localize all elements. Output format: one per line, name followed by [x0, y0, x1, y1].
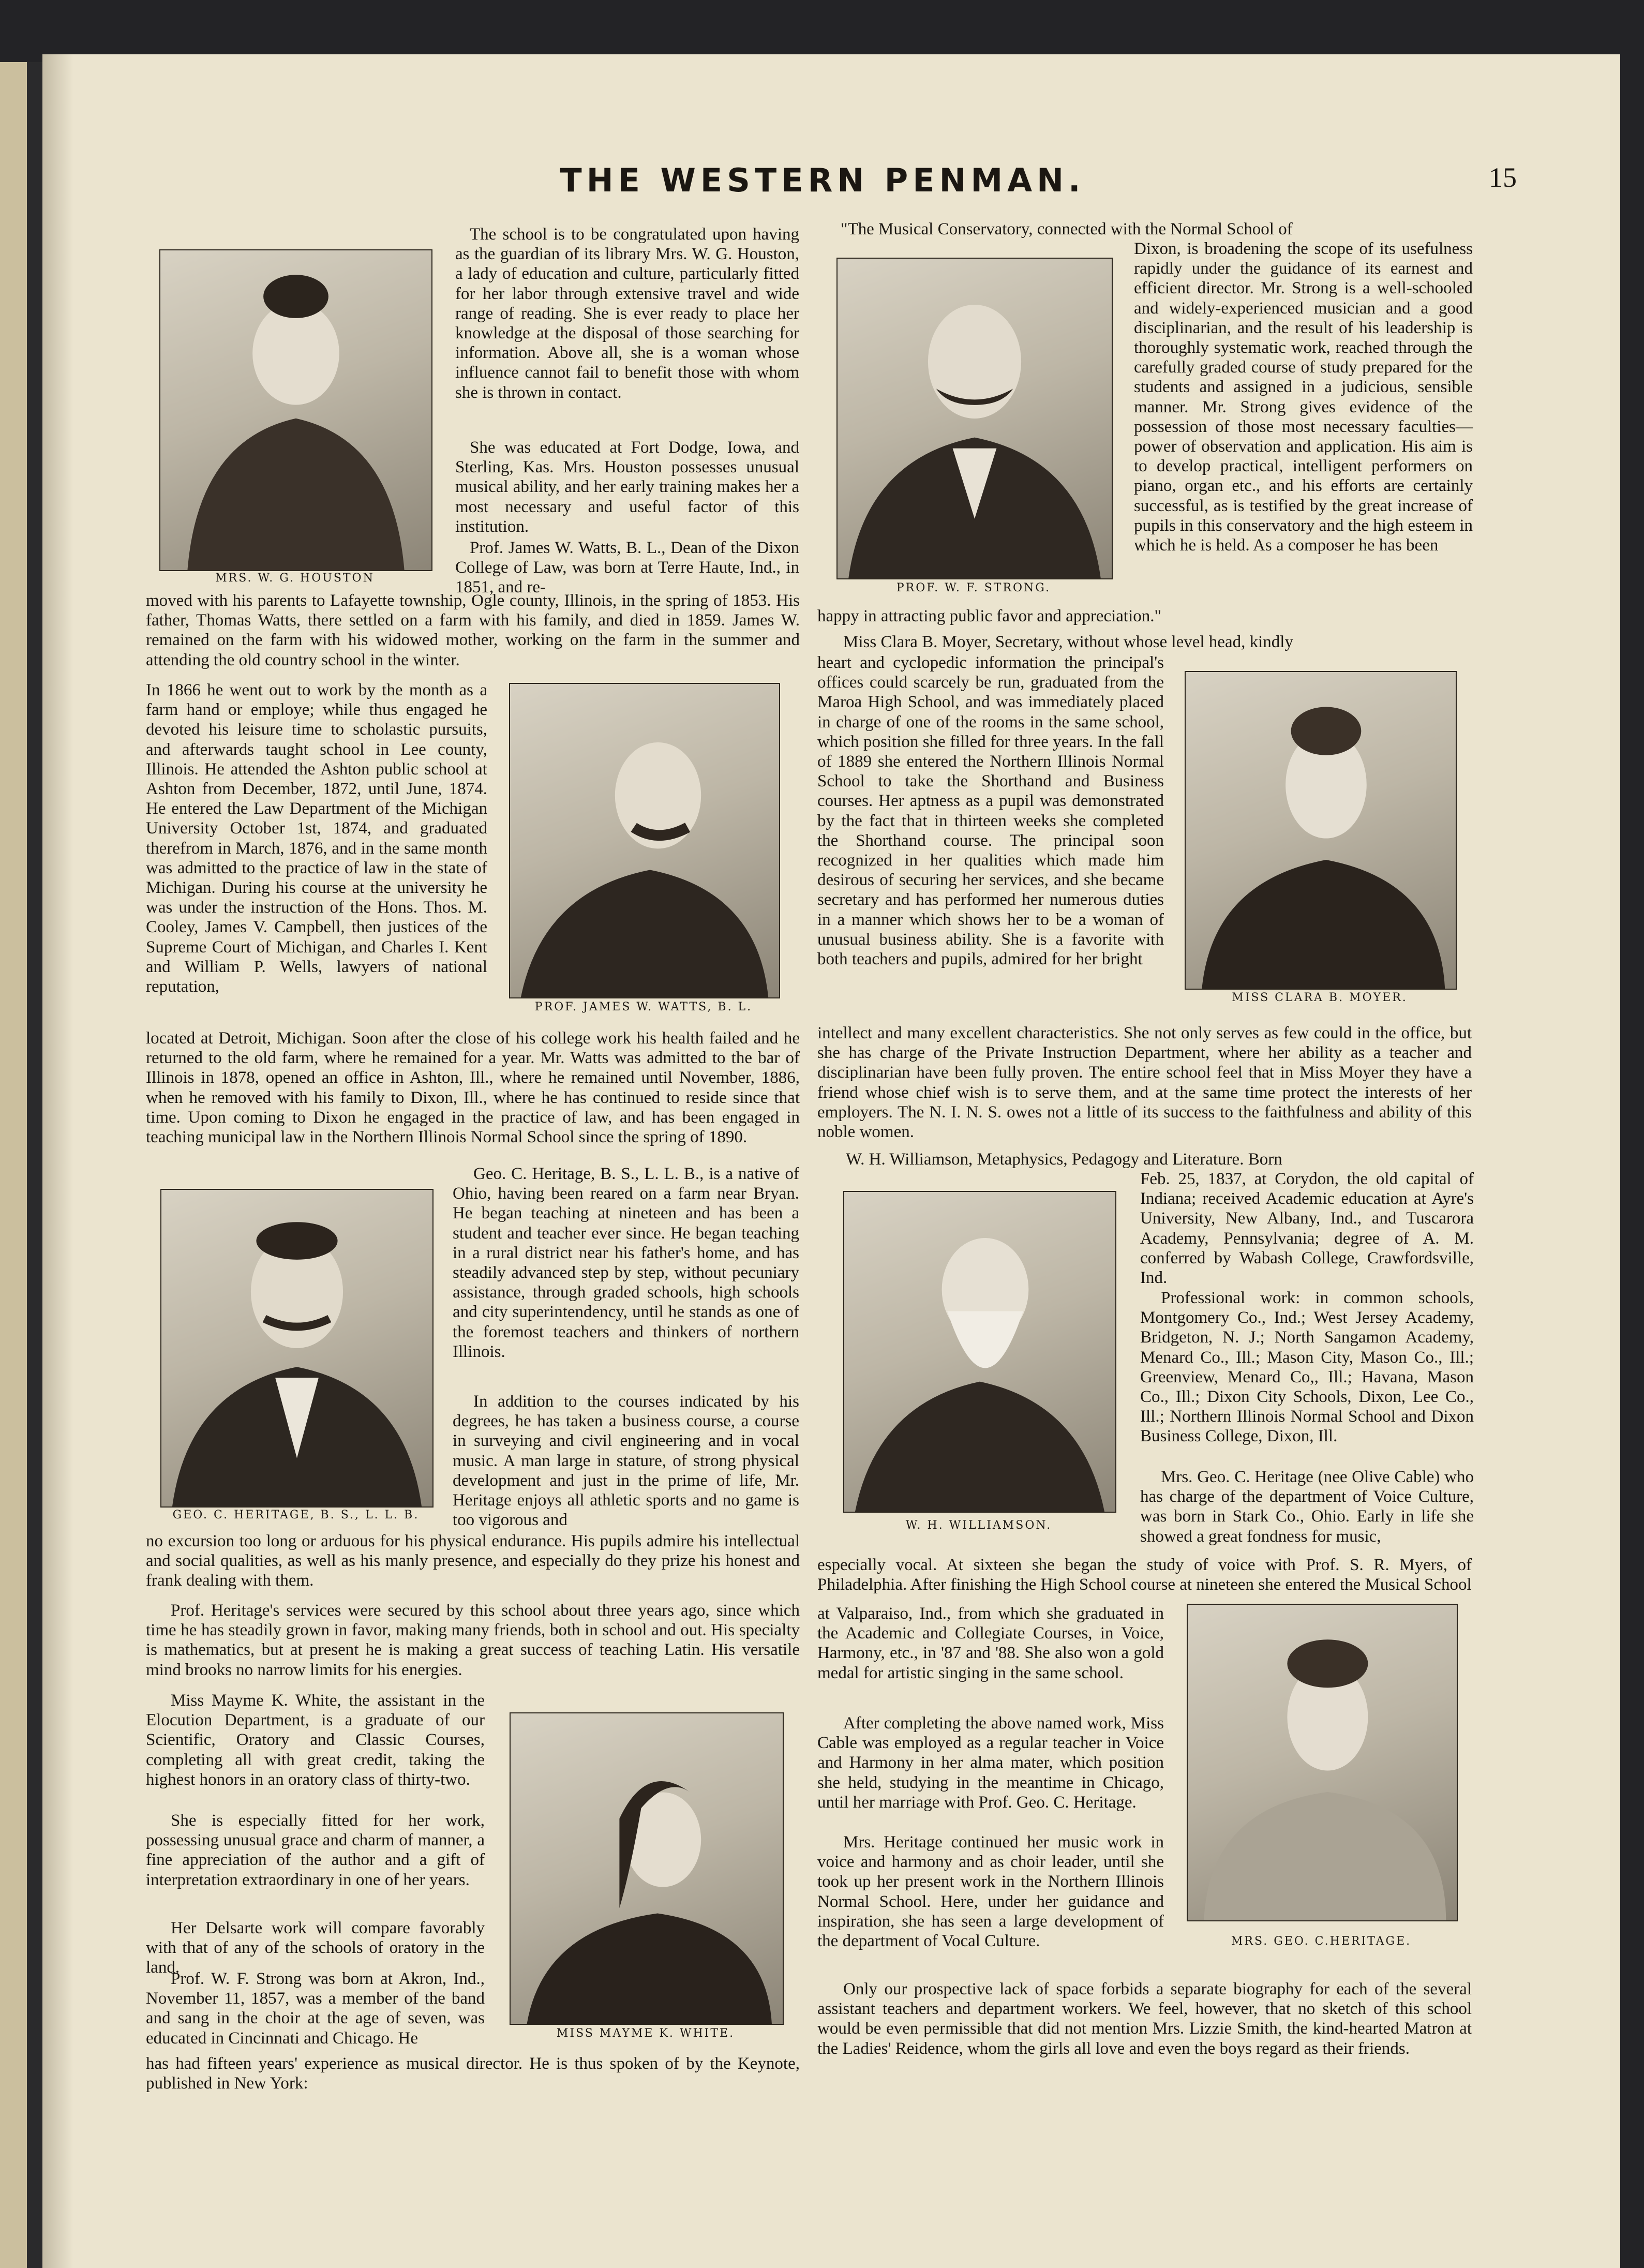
portrait-geo-heritage	[160, 1189, 434, 1508]
white-paragraph-1: Miss Mayme K. White, the assistant in the Elocution Department, is a graduate of our Scientific, Oratory and Classic Courses, completing all with great credit, taking the highest honors in an oratory class of thirty-two.	[146, 1691, 485, 1789]
caption-prof-strong: PROF. W. F. STRONG.	[896, 581, 1051, 594]
heritage-paragraph-1: Geo. C. Heritage, B. S., L. L. B., is a native of Ohio, having been reared on a farm near Bryan. He began teaching at nineteen and has been a student and teacher ever since. He began teaching in a rural district near his father's home, and has steadily advanced step by step, without pecuniary assistance, through graded schools, high schools and city superintendency, until he stands as one of the foremost teachers and thinkers of northern Illinois.	[453, 1165, 799, 1361]
mrs-heritage-paragraph-4: After completing the above named work, Miss Cable was employed as a regular teacher in Voice and Harmony in her alma mater, which position she held, studying in the meantime in Chicago, until her marriage with Prof. Geo. C. Heritage.	[817, 1714, 1164, 1812]
caption-miss-white: MISS MAYME K. WHITE.	[556, 2027, 735, 2040]
portrait-w-h-williamson	[843, 1191, 1116, 1513]
caption-mrs-houston: MRS. W. G. HOUSTON	[215, 572, 375, 585]
caption-prof-watts: PROF. JAMES W. WATTS, B. L.	[534, 1001, 753, 1013]
white-paragraph-3: Her Delsarte work will compare favorably with that of any of the schools of oratory in the land.	[146, 1919, 485, 1977]
portrait-prof-strong	[836, 258, 1113, 579]
gutter-shadow	[42, 54, 73, 2268]
watts-paragraph-4: located at Detroit, Michigan. Soon after the close of his college work his health failed and he returned to the old farm, where he remained for a year. Mr. Watts was admitted to the bar of Illinois in 1878, opened an office in Ashton, Ill., where he remained until November, 1886, when he removed with his family to Dixon, Ill., where he has continued to reside since that time. Upon coming to Dixon he engaged in the practice of law, and has been engaged in teaching municipal law in the Northern Illinois Normal School since the spring of 1890.	[146, 1029, 800, 1147]
portrait-mrs-houston	[159, 249, 432, 571]
strong-quote-body: Dixon, is broadening the scope of its usefulness rapidly under the guidance of its earnest and efficient director. Mr. Strong is a well-schooled and widely-experienced musician and a good disciplinarian, and the result of his leadership is thoroughly systematic work, reached through the carefully graded course of study prepared for the students and assigned in a judicious, sensible manner. Mr. Strong gives evidence of the possession of those most necessary faculties—power of observation and application. His aim is to develop practical, intelligent performers on piano, organ etc., and his efforts are certainly successful, as is testified by the great increase of pupils in this conservatory and the high esteem in which he is held. As a composer he has been	[1134, 240, 1473, 555]
mrs-heritage-paragraph-1: Mrs. Geo. C. Heritage (nee Olive Cable) who has charge of the department of Voice Culture, was born in Stark Co., Ohio. Early in life she showed a great fondness for music,	[1140, 1468, 1474, 1546]
book-gutter	[27, 62, 42, 2268]
mrs-heritage-paragraph-2: especially vocal. At sixteen she began the study of voice with Prof. S. R. Myers, of Philadelphia. After finishing the High School course at nineteen she entered the Musical School	[817, 1556, 1472, 1594]
white-paragraph-2: She is especially fitted for her work, possessing unusual grace and charm of manner, a fine appreciation of the author and a gift of interpretation extraordinary in one of her years.	[146, 1811, 485, 1889]
closing-paragraph: Only our prospective lack of space forbids a separate biography for each of the several assistant teachers and department workers. We feel, however, that no sketch of this school would be even permissible that did not mention Mrs. Lizzie Smith, the kind-hearted Matron at the Ladies' Reidence, whom the girls all love and even the boys regard as their friends.	[817, 1980, 1472, 2058]
portrait-mrs-heritage	[1187, 1604, 1458, 1921]
heritage-paragraph-4: Prof. Heritage's services were secured by this school about three years ago, since which time he has steadily grown in favor, making many friends, both in school and out. His specialty is mathematics, but at present he is making a great success of teaching Latin. His versatile mind brooks no narrow limits for his energies.	[146, 1601, 800, 1679]
houston-paragraph-2: She was educated at Fort Dodge, Iowa, and Sterling, Kas. Mrs. Houston possesses unusual musical ability, and her early training makes her a most necessary and useful factor of this institution.	[455, 438, 799, 536]
williamson-paragraph-1: W. H. Williamson, Metaphysics, Pedagogy and Literature. Born	[846, 1150, 1282, 1169]
moyer-paragraph-1: Miss Clara B. Moyer, Secretary, without whose level head, kindly	[843, 633, 1293, 651]
watts-paragraph-1: Prof. James W. Watts, B. L., Dean of the Dixon College of Law, was born at Terre Haute, Ind., in 1851, and re-	[455, 539, 799, 597]
portrait-prof-watts	[509, 683, 780, 998]
facing-page-edge	[0, 62, 27, 2268]
heritage-paragraph-3: no excursion too long or arduous for his physical endurance. His pupils admire his intellectual and social qualities, as well as his manly presence, and especially do they prize his honest and frank dealing with them.	[146, 1532, 800, 1590]
mrs-heritage-paragraph-5: Mrs. Heritage continued her music work in voice and harmony and as choir leader, until she took up her present work in the Northern Illinois Normal School. Here, under her guidance and inspiration, she has seen a large development of the department of Vocal Culture.	[817, 1833, 1164, 1951]
williamson-paragraph-3: Professional work: in common schools, Montgomery Co., Ind.; West Jersey Academy, Bridgeton, N. J.; North Sangamon Academy, Menard Co., Ill.; Mason City, Mason Co., Ill.; Greenview, Menard Co,, Ill.; Havana, Mason Co., Ill.; Dixon City Schools, Dixon, Lee Co., Ill.; Northern Illinois Normal School and Dixon Business College, Dixon, Ill.	[1140, 1289, 1474, 1446]
williamson-paragraph-2: Feb. 25, 1837, at Corydon, the old capital of Indiana; received Academic education at Ayre's University, New Albany, Ind., and Tuscarora Academy, Pennsylvania; degree of A. M. conferred by Wabash College, Crawfordsville, Ind.	[1140, 1170, 1474, 1288]
watts-paragraph-2: moved with his parents to Lafayette township, Ogle county, Illinois, in the spring of 1853. His father, Thomas Watts, there settled on a farm with his family, and died in 1859. James W. remained on the farm with his widowed mother, working on the farm in the summer and attending the old country school in the winter.	[146, 591, 800, 669]
caption-miss-moyer: MISS CLARA B. MOYER.	[1232, 991, 1408, 1004]
page-number: 15	[1489, 162, 1517, 193]
caption-geo-heritage: GEO. C. HERITAGE, B. S., L. L. B.	[172, 1509, 420, 1521]
portrait-miss-white	[510, 1712, 784, 2025]
moyer-paragraph-3: intellect and many excellent characteristics. She not only serves as few could in the office, but she has charge of the Private Instruction Department, where her ability as a teacher and disciplinarian have been fully proven. The entire school feel that in Miss Moyer they have a friend whose chief wish is to serve them, and at the same time protect the interests of her employers. The N. I. N. S. owes not a little of its success to the faithfulness and ability of this noble women.	[817, 1024, 1472, 1142]
houston-paragraph-1: The school is to be congratulated upon having as the guardian of its library Mrs. W. G. Houston, a lady of education and culture, particularly fitted for her labor through extensive travel and wide range of reading. She is ever ready to place her knowledge at the disposal of those searching for information. Above all, she is a woman whose influence cannot fail to benefit those with whom she is thrown in contact.	[455, 225, 799, 402]
caption-mrs-heritage: MRS. GEO. C.HERITAGE.	[1231, 1935, 1412, 1948]
heritage-paragraph-2: In addition to the courses indicated by his degrees, he has taken a business course, a course in surveying and civil engineering and in vocal music. A man large in stature, of strong physical development and just in the prime of life, Mr. Heritage enjoys all athletic sports and no game is too vigorous and	[453, 1392, 799, 1530]
watts-paragraph-3: In 1866 he went out to work by the month as a farm hand or employe; while thus engaged he devoted his leisure time to scholastic pursuits, and afterwards taught school in Lee county, Illinois. He attended the Ashton public school at Ashton from December, 1872, until June, 1874. He entered the Law Department of the Michigan University October 1st, 1874, and graduated therefrom in March, 1876, and in the same month was admitted to the practice of law in the state of Michigan. During his course at the university he was under the instruction of the Hons. Thos. M. Cooley, James V. Campbell, then justices of the Supreme Court of Michigan, and Charles I. Kent and William P. Wells, lawyers of national reputation,	[146, 681, 487, 996]
strong-quote-line-1: "The Musical Conservatory, connected with the Normal School of	[841, 220, 1293, 238]
mrs-heritage-paragraph-3: at Valparaiso, Ind., from which she graduated in the Academic and Collegiate Courses, in Voice, Harmony, etc., in '87 and '88. She also won a gold medal for artistic singing in the same school.	[817, 1604, 1164, 1682]
portrait-miss-moyer	[1185, 671, 1457, 990]
caption-w-h-williamson: W. H. WILLIAMSON.	[905, 1519, 1052, 1532]
strong-biography: Prof. W. F. Strong was born at Akron, Ind., November 11, 1857, was a member of the band and sang in the choir at the age of seven, was educated in Cincinnati and Chicago. He	[146, 1969, 485, 2048]
moyer-paragraph-2: heart and cyclopedic information the principal's offices could scarcely be run, graduated from the Maroa High School, and was immediately placed in charge of one of the rooms in the same school, which position she filled for three years. In the fall of 1889 she entered the Northern Illinois Normal School to take the Shorthand and Business courses. Her aptness as a pupil was demonstrated by the fact that in thirteen weeks she completed the Shorthand course. The principal soon recognized in her qualities which made him desirous of securing her services, and she became secretary and has performed her numerous duties in a manner which shows her to be a woman of unusual business ability. She is a favorite with both teachers and pupils, admired for her bright	[817, 653, 1164, 969]
strong-quote-end: happy in attracting public favor and appreciation."	[817, 607, 1161, 625]
masthead-title: THE WESTERN PENMAN.	[560, 161, 1085, 199]
strong-biography-continued: has had fifteen years' experience as musical director. He is thus spoken of by the Keynote, published in New York:	[146, 2054, 800, 2093]
